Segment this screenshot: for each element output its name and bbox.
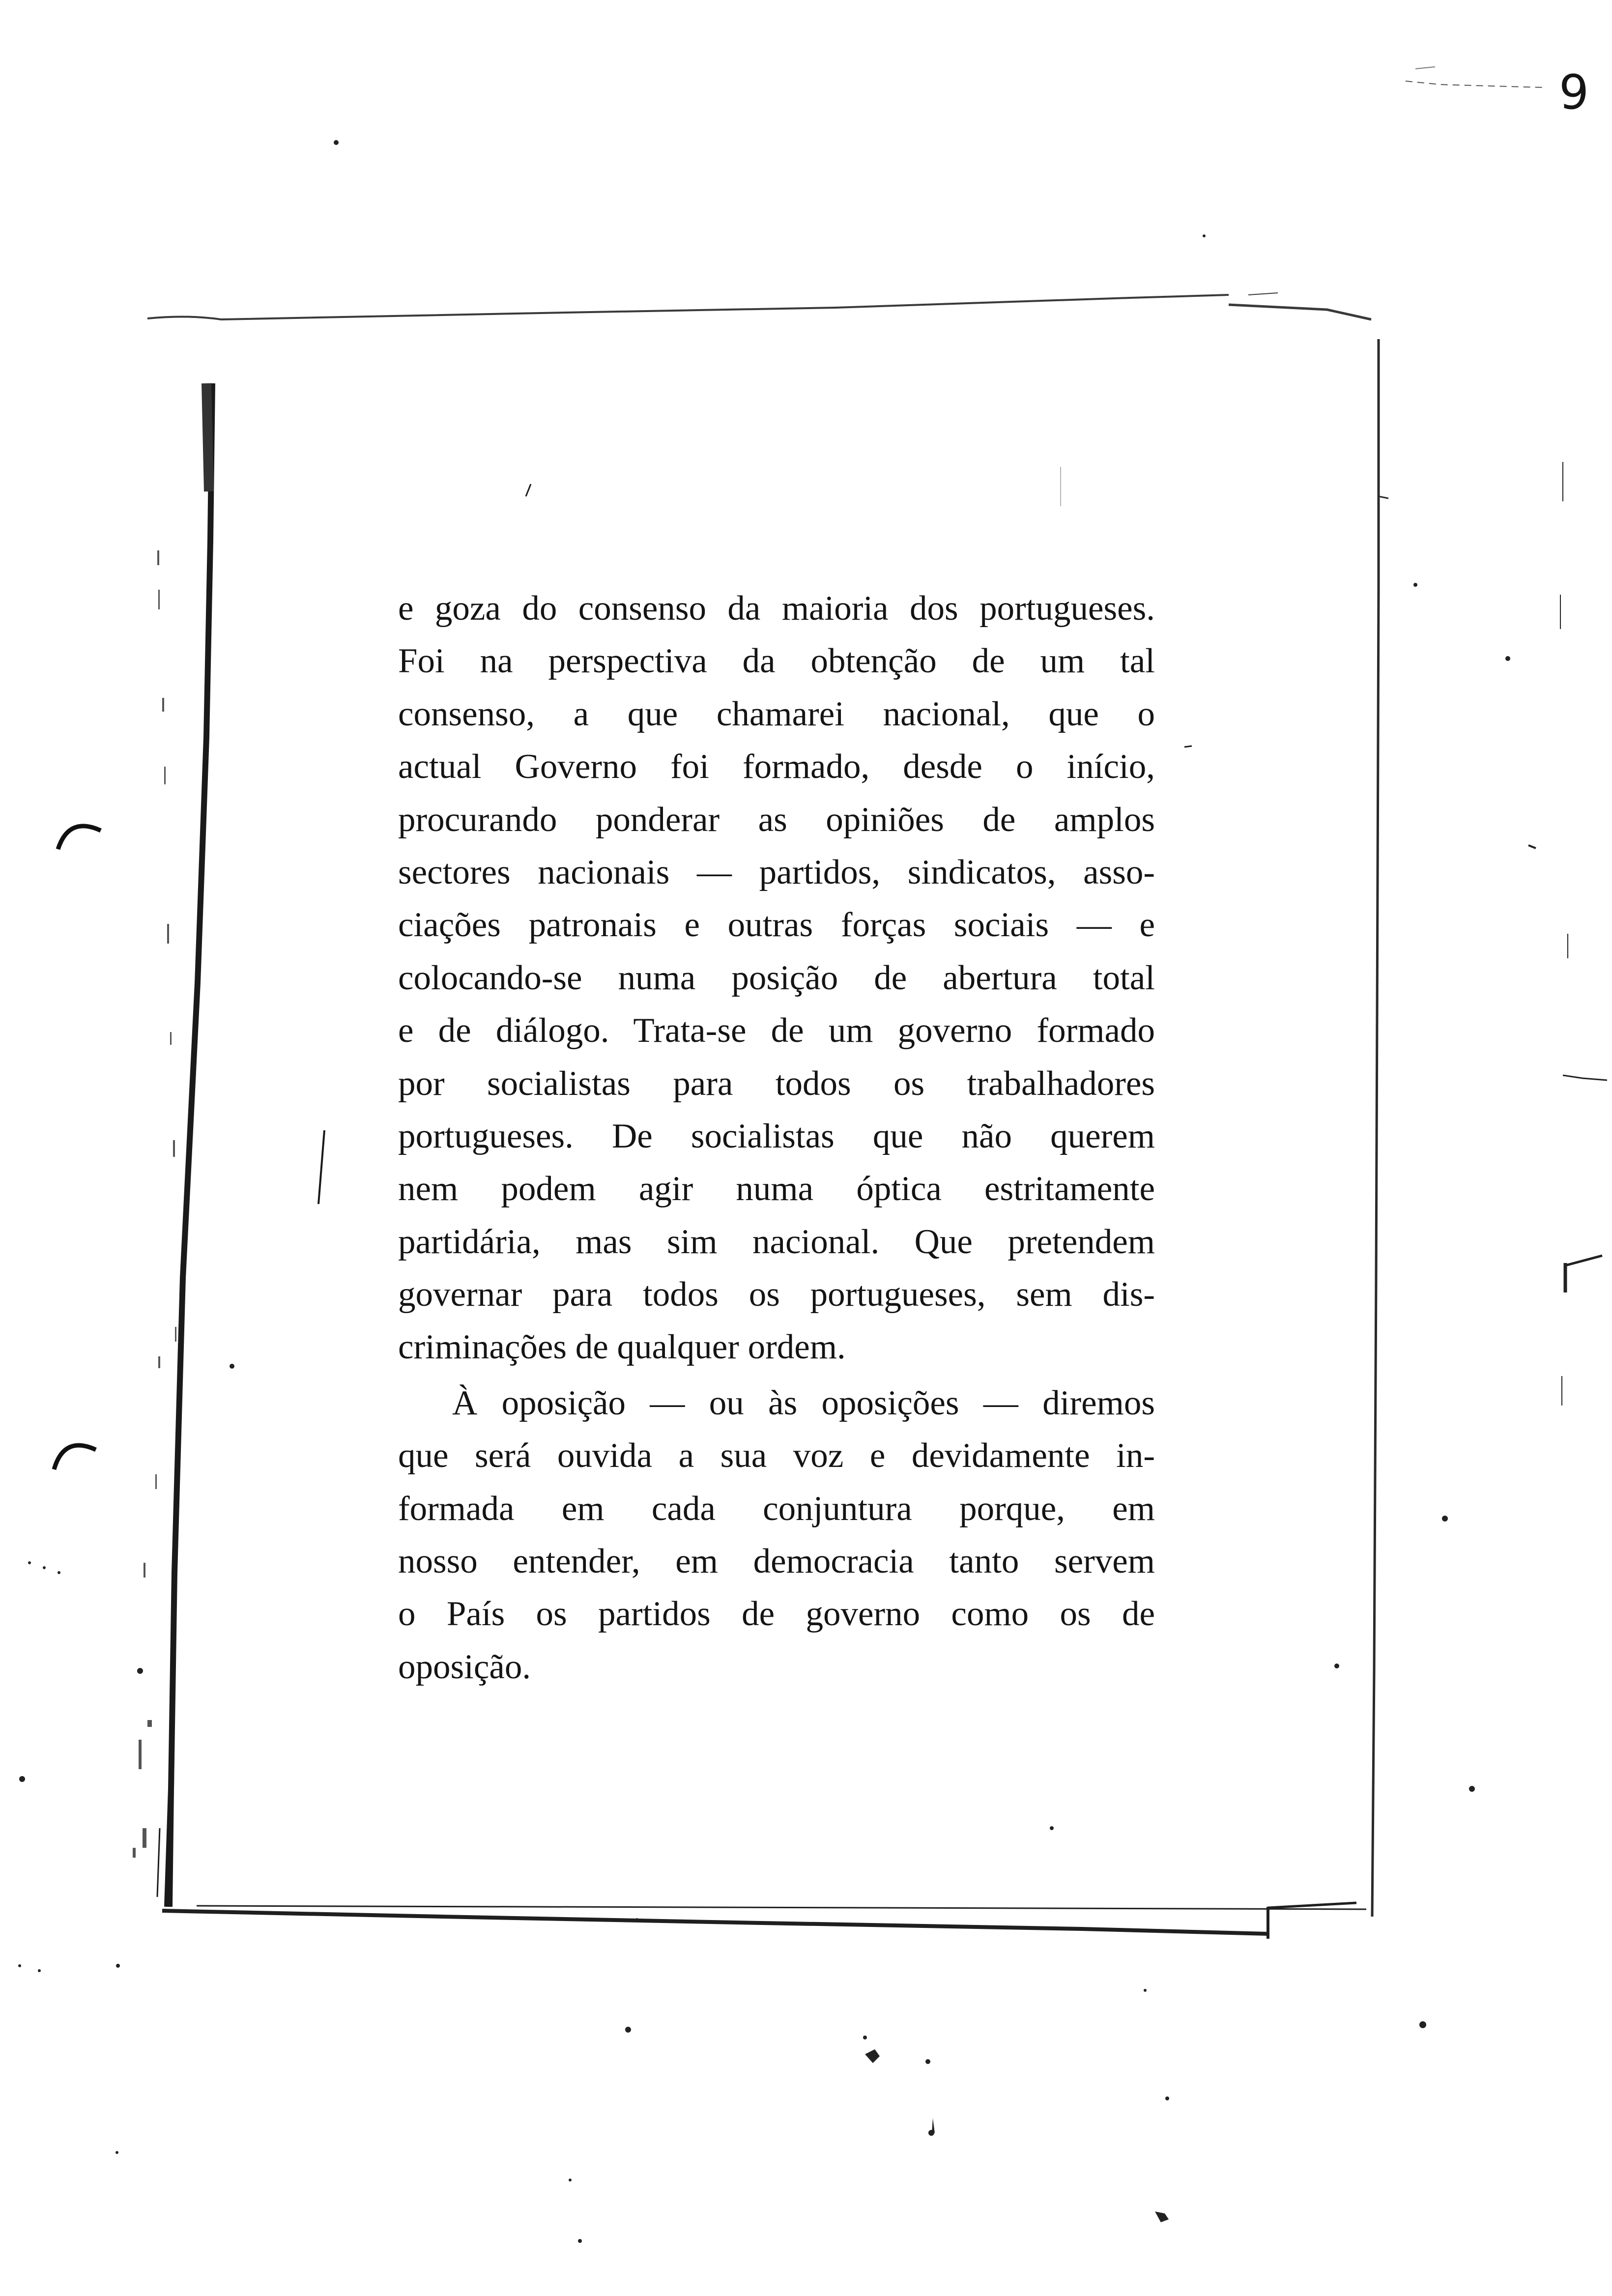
text-line: partidária, mas sim nacional. Que pretendem: [398, 1222, 1155, 1261]
text-line: nosso entender, em democracia tanto servem: [398, 1542, 1155, 1581]
sheet-top-edge: [147, 293, 1371, 319]
text-line: nem podem agir numa óptica estritamente: [398, 1170, 1155, 1208]
text-line: sectores nacionais — partidos, sindicatos, asso-: [398, 853, 1155, 891]
sheet-right-edge: [1372, 339, 1388, 1917]
body-text: [398, 582, 1155, 1693]
sheet-left-edge: [157, 383, 212, 1907]
text-line: que será ouvida a sua voz e devidamente in-: [398, 1436, 1155, 1475]
text-line: e goza do consenso da maioria dos portugueses.: [398, 589, 1155, 628]
page-number: 9: [1559, 65, 1589, 120]
left-margin-dots: [133, 550, 176, 1858]
text-line: actual Governo foi formado, desde o início,: [398, 747, 1155, 786]
text-line: formada em cada conjuntura porque, em: [398, 1489, 1155, 1528]
text-line: colocando-se numa posição de abertura total: [398, 958, 1155, 997]
text-line: portugueses. De socialistas que não querem: [398, 1117, 1155, 1155]
text-line: Foi na perspectiva da obtenção de um tal: [398, 642, 1155, 681]
text-line: criminações de qualquer ordem.: [398, 1328, 846, 1367]
text-line: o País os partidos de governo como os de: [398, 1595, 1155, 1634]
text-line: procurando ponderar as opiniões de amplos: [398, 800, 1155, 839]
text-line: consenso, a que chamarei nacional, que o: [398, 694, 1155, 733]
text-line: e de diálogo. Trata-se de um governo formado: [398, 1011, 1155, 1050]
right-margin-marks: [1528, 462, 1607, 1406]
text-line: ciações patronais e outras forças sociais — e: [398, 906, 1155, 945]
text-line: À oposição — ou às oposições — diremos: [452, 1383, 1155, 1422]
sheet-bottom-edge: [162, 1903, 1366, 1939]
text-line: governar para todos os portugueses, sem dis-: [398, 1275, 1155, 1314]
binder-holes: [54, 826, 101, 1469]
text-line: por socialistas para todos os trabalhadores: [398, 1064, 1155, 1103]
text-line: oposição.: [398, 1647, 531, 1686]
